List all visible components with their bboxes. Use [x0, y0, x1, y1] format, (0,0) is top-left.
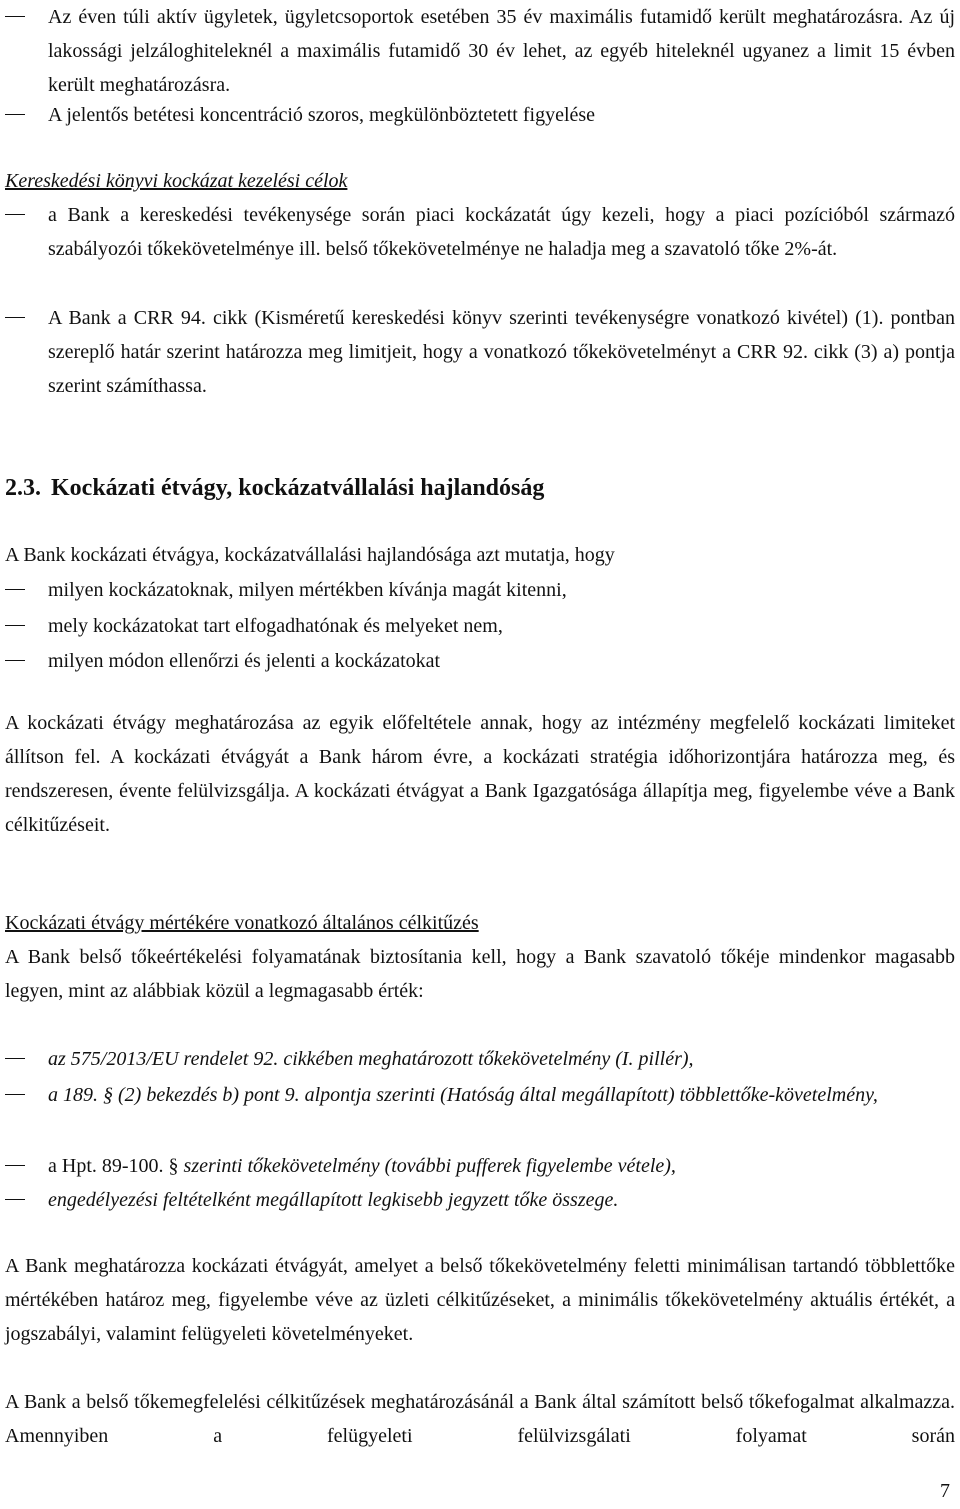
bullet-text: a Bank a kereskedési tevékenysége során piaci kockázatát úgy kezeli, hogy a piaci pozícióból származó szabályozói tőkekövetelménye ill. belső tőkekövetelménye ne haladja meg a szavatoló tőke 2%-át. — [48, 204, 955, 260]
paragraph-risk-appetite-definition: A Bank meghatározza kockázati étvágyát, amelyet a belső tőkekövetelmény feletti minimálisan tartandó többlettőke mértékében határoz meg, figyelembe véve az üzleti célkitűzéseket, a minimális tőkekövetelmény aktuális értékét, a jogszabályi, valamint felügyeleti követelményeket. — [5, 1255, 955, 1345]
bullet-text: az 575/2013/EU rendelet 92. cikkében meghatározott tőkekövetelmény (I. pillér), — [48, 1048, 694, 1070]
bullet-item — [5, 198, 955, 266]
subheading-trading-book: Kereskedési könyvi kockázat kezelési célok — [5, 170, 348, 192]
bullet-text: Az éven túli aktív ügyletek, ügyletcsoportok esetében 35 év maximális futamidő került meghatározásra. Az új lakossági jelzáloghiteleknél a maximális futamidő 30 év lehet, az egyéb hiteleknél ugyanez a limit 15 évben került meghatározásra. — [48, 6, 955, 96]
bullet-item — [5, 609, 955, 643]
subheading-general-objective: Kockázati étvágy mértékére vonatkozó általános célkitűzés — [5, 912, 479, 934]
dash-bullet-icon — [5, 660, 25, 661]
paragraph-general: A Bank belső tőkeértékelési folyamatának biztosítania kell, hogy a Bank szavatoló tőkéje mindenkor magasabb legyen, mint az alábbiak közül a legmagasabb érték: — [5, 946, 955, 1002]
paragraph-appetite: A kockázati étvágy meghatározása az egyik előfeltétele annak, hogy az intézmény megfelelő kockázati limiteket állítson fel. A kockázati étvágyát a Bank három évre, a kockázati stratégia időhorizontjára határozza meg, és rendszeresen, évente felülvizsgálja. A kockázati étvágyat a Bank Igazgatósága állapítja meg, figyelembe véve a Bank célkitűzéseit. — [5, 712, 955, 836]
bullet-item — [5, 0, 955, 102]
bullet-item — [5, 573, 955, 607]
bullet-prefix: a Hpt. 89-100. § — [48, 1155, 179, 1177]
page-number: 7 — [940, 1480, 950, 1502]
bullet-text: A Bank a CRR 94. cikk (Kisméretű kereskedési könyv szerinti tevékenységre vonatkozó kivétel) (1). pontban szereplő határ szerint határozza meg limitjeit, hogy a vonatkozó tőkekövetelményt a CRR 92. cikk (3) a) pontja szerint számíthassa. — [48, 307, 955, 397]
dash-bullet-icon — [5, 214, 25, 215]
bullet-item — [5, 301, 955, 403]
bullet-text — [48, 1149, 955, 1183]
bullet-item — [5, 1183, 955, 1217]
dash-bullet-icon — [5, 114, 25, 115]
paragraph-internal-capital: A Bank a belső tőkemegfelelési célkitűzések meghatározásánál a Bank által számított belső tőkefogalmat alkalmazza. Amennyiben a felügyeleti felülvizsgálati folyamat során — [5, 1391, 955, 1447]
dash-bullet-icon — [5, 589, 25, 590]
bullet-item — [5, 98, 955, 132]
dash-bullet-icon — [5, 1058, 25, 1059]
section-heading — [5, 470, 544, 506]
dash-bullet-icon — [5, 317, 25, 318]
bullet-text: milyen módon ellenőrzi és jelenti a kockázatokat — [48, 650, 441, 672]
paragraph-intro: A Bank kockázati étvágya, kockázatvállalási hajlandósága azt mutatja, hogy — [5, 544, 615, 566]
dash-bullet-icon — [5, 625, 25, 626]
section-number: 2.3. — [5, 475, 41, 501]
bullet-italic-text: szerinti tőkekövetelmény (további pufferek figyelembe vétele), — [183, 1155, 676, 1177]
bullet-item — [5, 1078, 955, 1112]
dash-bullet-icon — [5, 1199, 25, 1200]
bullet-text: engedélyezési feltételként megállapított legkisebb jegyzett tőke összege. — [48, 1189, 619, 1211]
dash-bullet-icon — [5, 16, 25, 17]
bullet-item — [5, 644, 955, 678]
bullet-text: A jelentős betétesi koncentráció szoros, megkülönböztetett figyelése — [48, 104, 596, 126]
bullet-item — [5, 1149, 955, 1183]
dash-bullet-icon — [5, 1165, 25, 1166]
bullet-text: a 189. § (2) bekezdés b) pont 9. alpontja szerinti (Hatóság által megállapított) többlettőke-követelmény, — [48, 1084, 878, 1106]
bullet-text: mely kockázatokat tart elfogadhatónak és melyeket nem, — [48, 615, 503, 637]
dash-bullet-icon — [5, 1094, 25, 1095]
bullet-text: milyen kockázatoknak, milyen mértékben kívánja magát kitenni, — [48, 579, 567, 601]
section-title: Kockázati étvágy, kockázatvállalási hajlandóság — [51, 475, 545, 501]
bullet-item — [5, 1042, 955, 1076]
